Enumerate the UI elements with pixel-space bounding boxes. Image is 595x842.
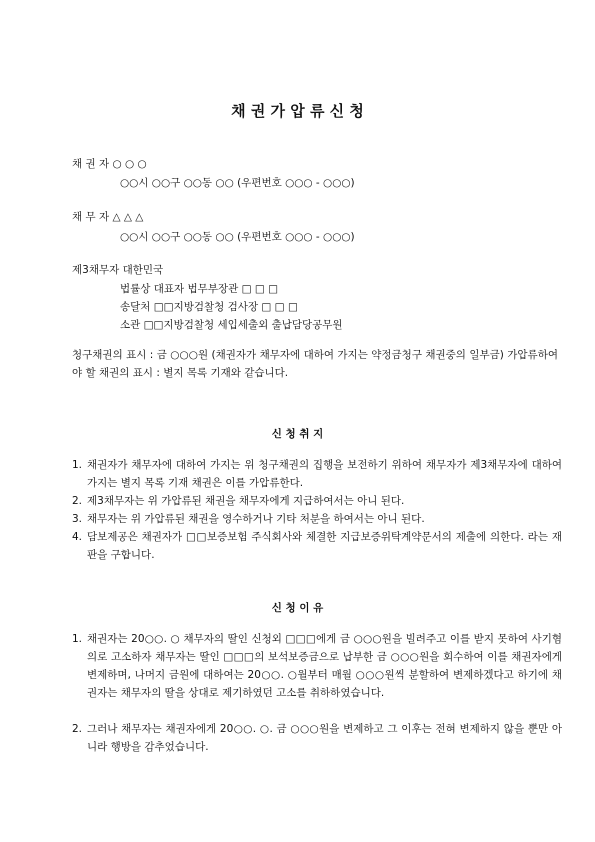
claim-description: 청구채권의 표시 : 금 ○○○원 (채권자가 채무자에 대하여 가지는 약정금청구 채권중의 일부금) 가압류하여야 할 채권의 표시 : 별지 목록 기재와 같습니다. (72, 349, 558, 379)
item-number: 4. (72, 531, 83, 543)
document-title: 채 권 가 압 류 신 청 (231, 102, 364, 120)
debtor-address: ○○시 ○○구 ○○동 ○○ (우편번호 ○○○ - ○○○) (120, 231, 355, 243)
creditor-label: 채 권 자 ○ ○ ○ (72, 158, 147, 170)
item-number: 2. (72, 723, 83, 735)
item-text: 채무자는 위 가압류된 채권을 영수하거나 기타 처분을 하여서는 아니 된다. (87, 513, 425, 525)
item-number: 3. (72, 513, 83, 525)
purpose-item (72, 510, 562, 528)
item-number: 2. (72, 495, 83, 507)
third-debtor-service-address: 송달처 □□지방검찰청 검사장 □ □ □ (120, 301, 298, 313)
item-number: 1. (72, 633, 83, 645)
reason-item (72, 630, 562, 702)
third-debtor-label: 제3채무자 대한민국 (72, 264, 164, 276)
item-text: 그러나 채무자는 채권자에게 20○○. ○. 금 ○○○원을 변제하고 그 이후는 전혀 변제하지 않을 뿐만 아니라 행방을 감추었습니다. (87, 723, 562, 753)
reason-item (72, 720, 562, 756)
purpose-item (72, 528, 562, 564)
purpose-item (72, 456, 562, 492)
item-text: 담보제공은 채권자가 □□보증보험 주식회사와 체결한 지급보증위탁계약문서의 제출에 의한다. 라는 재판을 구합니다. (87, 531, 562, 561)
purpose-item (72, 492, 562, 510)
item-text: 채권자가 채무자에 대하여 가지는 위 청구채권의 집행을 보전하기 위하여 채무자가 제3채무자에 대하여 가지는 별지 목록 기재 채권은 이를 가압류한다. (87, 459, 562, 489)
item-number: 1. (72, 459, 83, 471)
third-debtor-official: 소관 □□지방검찰청 세입세출외 출납담당공무원 (120, 319, 343, 331)
purpose-heading: 신 청 취 지 (271, 428, 324, 440)
debtor-label: 채 무 자 △ △ △ (72, 211, 144, 223)
item-text: 채권자는 20○○. ○ 채무자의 딸인 신청외 □□□에게 금 ○○○원을 빌려주고 이를 받지 못하여 사기혐의로 고소하자 채무자는 딸인 □□□의 보석보증금으로 납부한 금 ○○○원을 회수하여 이를 채권자에게 변제하며, 나머지 금원에 대하여는 20○○. ○월부터 매월 ○○○원씩 분할하여 변제하겠다고 하기에 채권자는 채무자의 딸을 상대로 제기하였던 고소를 취하하였습니다. (87, 633, 562, 699)
third-debtor-representative: 법률상 대표자 법무부장관 □ □ □ (120, 283, 279, 295)
reason-heading: 신 청 이 유 (271, 602, 324, 614)
creditor-address: ○○시 ○○구 ○○동 ○○ (우편번호 ○○○ - ○○○) (120, 177, 355, 189)
item-text: 제3채무자는 위 가압류된 채권을 채무자에게 지급하여서는 아니 된다. (87, 495, 405, 507)
